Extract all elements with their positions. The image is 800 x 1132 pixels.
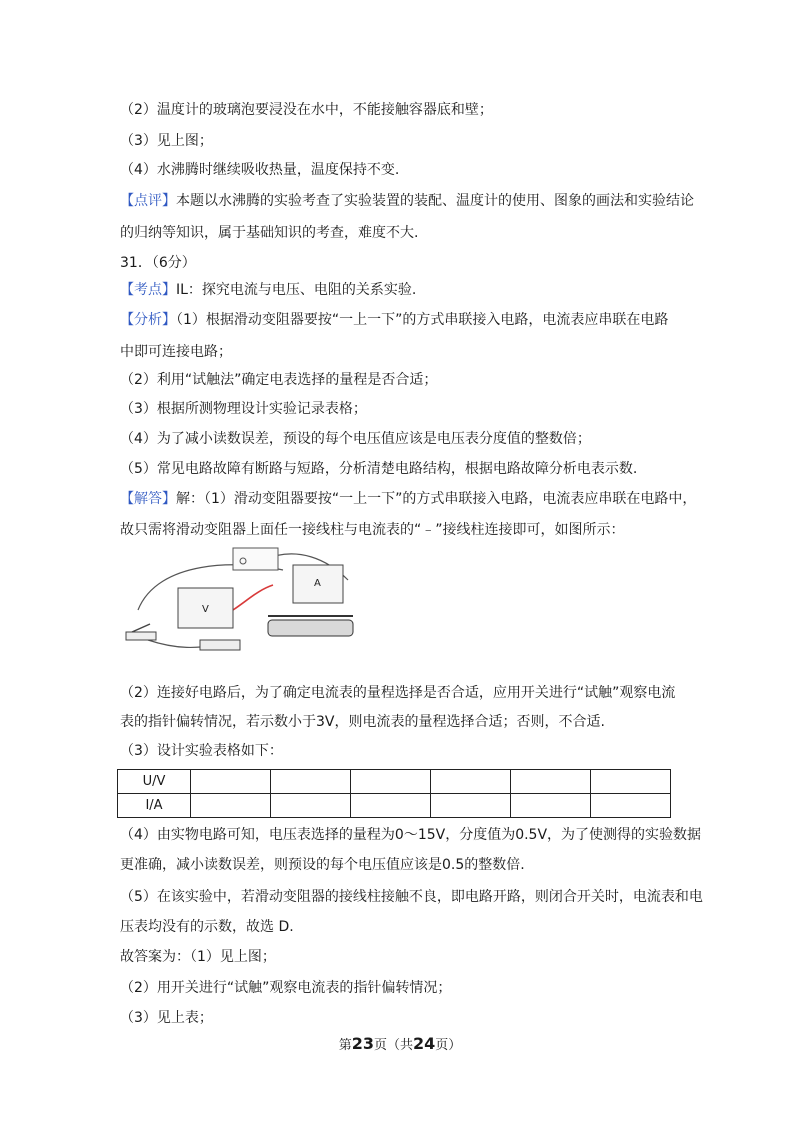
section-tag: 【分析】 — [120, 312, 176, 328]
text-line: 【考点】IL：探究电流与电压、电阻的关系实验. — [120, 282, 417, 298]
text-line: 【分析】（1）根据滑动变阻器要按“一上一下”的方式串联接入电路，电流表应串联在电路 — [120, 312, 669, 328]
text-line: （5）在该实验中，若滑动变阻器的接线柱接触不良，即电路开路，则闭合开关时，电流表和电 — [120, 889, 703, 905]
text-line: 【点评】本题以水沸腾的实验考查了实验装置的装配、温度计的使用、图象的画法和实验结论 — [120, 193, 694, 209]
experiment-table — [117, 769, 671, 818]
text-line: （2）利用“试触法”确定电表选择的量程是否合适； — [120, 372, 438, 388]
table-row — [118, 794, 671, 818]
table-cell — [431, 770, 511, 794]
table-row — [118, 770, 671, 794]
ammeter-label: A — [314, 578, 321, 589]
table-cell — [511, 770, 591, 794]
resistor — [200, 640, 240, 650]
text-line: （4）由实物电路可知，电压表选择的量程为0～15V，分度值为0.5V，为了使测得的实验数据 — [120, 827, 702, 843]
question-number: 31．（6分） — [120, 255, 196, 271]
text-line: 压表均没有的示数，故选 D. — [120, 919, 294, 935]
table-cell — [511, 794, 591, 818]
text-line: （2）连接好电路后，为了确定电流表的量程选择是否合适，应用开关进行“试触”观察电流 — [120, 685, 676, 701]
text-line: （5）常见电路故障有断路与短路，分析清楚电路结构，根据电路故障分析电表示数. — [120, 461, 638, 477]
table-cell — [351, 794, 431, 818]
red-wire — [233, 585, 273, 610]
text-line: 【解答】解：（1）滑动变阻器要按“一上一下”的方式串联接入电路，电流表应串联在电路中， — [120, 491, 697, 507]
power-supply — [233, 548, 278, 570]
page-total: 24 — [413, 1034, 436, 1053]
table-cell — [191, 770, 271, 794]
table-cell — [591, 770, 671, 794]
row-header: I/A — [118, 794, 191, 818]
switch-lever — [132, 624, 150, 632]
row-header: U/V — [118, 770, 191, 794]
table-cell — [591, 794, 671, 818]
rheostat — [268, 620, 353, 636]
table-cell — [271, 770, 351, 794]
text-line: （3）设计实验表格如下： — [120, 743, 283, 759]
text-line: 的归纳等知识，属于基础知识的考查，难度不大. — [120, 225, 419, 241]
table-cell — [431, 794, 511, 818]
switch — [126, 632, 156, 640]
text-line: 故只需将滑动变阻器上面任一接线柱与电流表的“﹣”接线柱连接即可，如图所示： — [120, 522, 625, 538]
text-line: （4）为了减小读数误差，预设的每个电压值应该是电压表分度值的整数倍； — [120, 431, 591, 447]
table-cell — [191, 794, 271, 818]
text-line: （4）水沸腾时继续吸收热量，温度保持不变. — [120, 162, 400, 178]
text-line: （3）见上表； — [120, 1010, 213, 1026]
page-number: 23 — [351, 1034, 374, 1053]
text-line: （3）根据所测物理设计实验记录表格； — [120, 401, 367, 417]
text-line: （2）用开关进行“试触”观察电流表的指针偏转情况； — [120, 980, 452, 996]
text-line: 表的指针偏转情况，若示数小于3V，则电流表的量程选择合适；否则，不合适. — [120, 714, 605, 730]
table-cell — [271, 794, 351, 818]
text-line: 故答案为：（1）见上图； — [120, 949, 276, 965]
section-tag: 【解答】 — [120, 491, 176, 507]
text-line: 中即可连接电路； — [120, 344, 232, 360]
circuit-figure — [118, 540, 368, 660]
text-line: （3）见上图； — [120, 133, 213, 149]
text-line: （2）温度计的玻璃泡要浸没在水中，不能接触容器底和壁； — [120, 102, 493, 118]
page-footer: 第23页（共24页） — [338, 1034, 462, 1053]
section-tag: 【点评】 — [120, 193, 176, 209]
text-line: 更准确，减小读数误差，则预设的每个电压值应该是0.5的整数倍. — [120, 857, 525, 873]
section-tag: 【考点】 — [120, 282, 176, 298]
voltmeter-label: V — [202, 604, 209, 615]
table-cell — [351, 770, 431, 794]
